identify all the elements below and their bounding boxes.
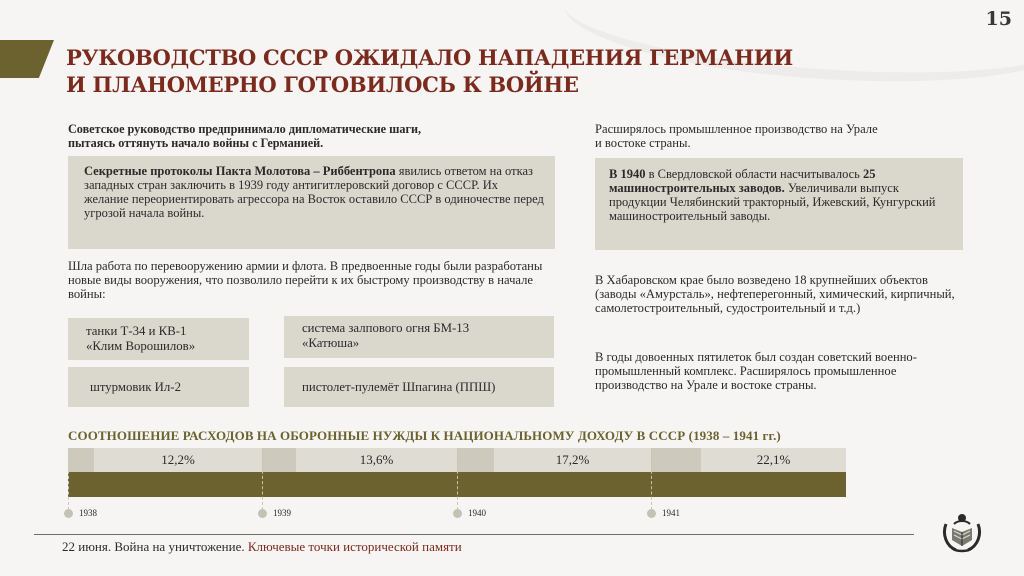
year-marker-1939 [258, 508, 291, 518]
ural-lead-line-1: Расширялось промышленное производство на Урале [595, 122, 878, 136]
value-label-1939: 13,6% [359, 452, 394, 467]
title-line-2: И ПЛАНОМЕРНО ГОТОВИЛОСЬ К ВОЙНЕ [66, 72, 579, 97]
weapon-chip-t34 [68, 318, 249, 360]
weapon-line-2: «Клим Ворошилов» [86, 339, 196, 353]
weapon-line-1: танки Т-34 и КВ-1 [86, 324, 187, 338]
ural-lead-line-2: и востоке страны. [595, 136, 691, 150]
segment-shade [262, 448, 296, 472]
segment-shade [457, 448, 494, 472]
segment-shade [68, 448, 94, 472]
timeline-dot-icon [64, 509, 73, 518]
year-marker-1941 [647, 508, 680, 518]
ural-lead [595, 122, 975, 150]
footer-main: 22 июня. Война на уничтожение. [62, 539, 248, 554]
title-accent-tab [0, 40, 54, 78]
year-label: 1940 [468, 508, 486, 518]
crest-emblem-icon [940, 510, 984, 554]
pact-box-text: явились ответом на отказ западных стран заключить в 1939 году антигитлеровский договор с СССР. Их желание переориентировать агрессора на Восток оставило СССР в одиночестве перед угрозой начала войны. [84, 164, 544, 220]
timeline-tick-1941 [651, 450, 652, 510]
rearmament-text: Шла работа по перевооружению армии и флота. В предвоенные годы были разработаны новые виды вооружения, что позволило перейти к их быстрому производству в начале войны: [68, 259, 543, 301]
timeline-tick-1938 [68, 450, 69, 510]
weapon-chip-ppsh [284, 367, 554, 407]
segment-shade [651, 448, 701, 472]
value-label-1941: 22,1% [756, 452, 791, 467]
weapon-line-1: штурмовик Ил-2 [90, 379, 181, 394]
diplomacy-lead [68, 122, 558, 150]
pact-box-bold: Секретные протоколы Пакта Молотова – Риббентропа [84, 164, 396, 178]
ural-box [595, 158, 963, 250]
diplomacy-lead-line-2: пытаясь оттянуть начало войны с Германией. [68, 136, 324, 150]
weapon-line-1: система залпового огня БМ-13 [302, 321, 470, 335]
ural-box-text-2: Увеличивали выпуск продукции Челябинский тракторный, Ижевский, Кунгурский машиностроительный заводы. [609, 181, 936, 223]
weapon-chip-il2 [68, 367, 249, 407]
year-marker-1940 [453, 508, 486, 518]
year-marker-1938 [64, 508, 97, 518]
value-label-1940: 17,2% [555, 452, 590, 467]
title-line-1: РУКОВОДСТВО СССР ОЖИДАЛО НАПАДЕНИЯ ГЕРМАНИИ [66, 45, 793, 70]
timeline-dot-icon [647, 509, 656, 518]
ural-box-year: В 1940 [609, 167, 646, 181]
weapon-line-2: «Катюша» [302, 336, 360, 350]
page-number: 15 [985, 8, 1012, 30]
pact-box [68, 156, 555, 249]
timeline-dot-icon [258, 509, 267, 518]
slide-title [66, 44, 826, 98]
ural-box-count: 25 машиностроительных заводов. [609, 167, 876, 195]
khabarovsk-text: В Хабаровском крае было возведено 18 крупнейших объектов (заводы «Амурсталь», нефтеперегонный, химический, кирпичный, самолетостроительный, судостроительный и т.д.) [595, 273, 955, 315]
footer [62, 539, 462, 555]
timeline-tick-1940 [457, 450, 458, 510]
footer-accent: Ключевые точки исторической памяти [247, 539, 462, 554]
timeline-tick-1939 [262, 450, 263, 510]
chart-title [68, 428, 781, 444]
weapon-line-1: пистолет-пулемёт Шпагина (ППШ) [302, 379, 496, 394]
diplomacy-lead-line-1: Советское руководство предпринимало дипломатические шаги, [68, 122, 422, 136]
footer-divider [34, 534, 914, 535]
military-complex-text: В годы довоенных пятилеток был создан советский военно-промышленный комплекс. Расширялось промышленное производство на Урале и востоке страны. [595, 350, 917, 392]
timeline-dot-icon [453, 509, 462, 518]
chart-title-text: СООТНОШЕНИЕ РАСХОДОВ НА ОБОРОННЫЕ НУЖДЫ К НАЦИОНАЛЬНОМУ ДОХОДУ В СССР [68, 428, 686, 443]
year-label: 1938 [79, 508, 97, 518]
value-label-1938: 12,2% [161, 452, 195, 467]
ural-box-text-1: в Свердловской области насчитывалось [645, 167, 863, 181]
year-label: 1939 [273, 508, 291, 518]
weapon-chip-katyusha [284, 316, 554, 358]
year-label: 1941 [662, 508, 680, 518]
chart-subtitle: (1938 – 1941 гг.) [688, 428, 781, 443]
